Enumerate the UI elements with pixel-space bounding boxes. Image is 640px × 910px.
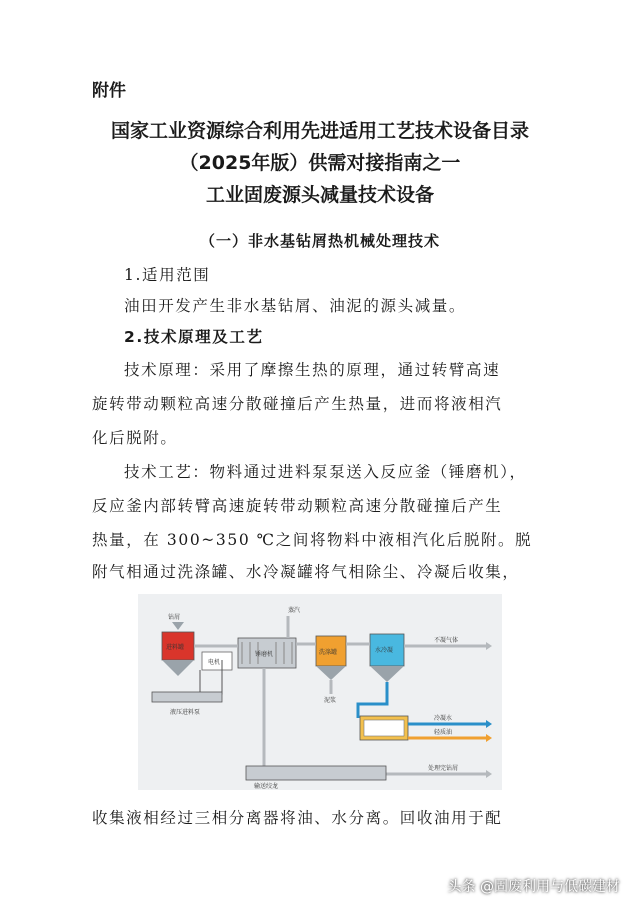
principle-line-1: 技术原理：采用了摩擦生热的原理，通过转臂高速	[124, 361, 501, 379]
principle-line-2: 旋转带动颗粒高速分散碰撞后产生热量，进而将液相汽	[92, 395, 503, 413]
principle-heading: 2.技术原理及工艺	[124, 328, 264, 346]
label-screw-conveyor: 输送绞龙	[254, 783, 279, 790]
process-line-2: 反应釜内部转臂高速旋转带动颗粒高速分散碰撞后产生	[92, 497, 503, 515]
process-line-4: 附气相通过洗涤罐、水冷凝罐将气相除尘、冷凝后收集，	[92, 563, 520, 581]
label-feed-tank: 进料罐	[166, 644, 185, 651]
screw-conveyor-shape	[246, 766, 386, 780]
label-treated-cuttings: 处理完钻屑	[428, 765, 459, 772]
document-title-line-3: 工业固废源头减量技术设备	[205, 184, 434, 206]
attachment-label: 附件	[92, 81, 126, 101]
label-steam: 蒸汽	[288, 607, 301, 614]
process-line-1: 技术工艺：物料通过进料泵泵送入反应釜（锤磨机），	[124, 463, 527, 481]
label-hammer-mill: 锤磨机	[255, 651, 274, 658]
label-scrubber: 洗涤罐	[319, 649, 338, 656]
label-condensed-water: 冷凝水	[434, 715, 453, 722]
label-drill-cuttings: 钻屑	[168, 614, 181, 621]
principle-line-3: 化后脱附。	[92, 429, 178, 447]
hydraulic-feed-pump-shape	[152, 692, 222, 702]
watermark: 头条 @固废利用与低碳建材	[447, 879, 620, 895]
label-motor: 电机	[208, 659, 221, 666]
label-hydraulic-feed-pump: 液压进料泵	[170, 709, 201, 716]
label-non-condensable-gas: 不凝气体	[434, 637, 459, 644]
label-light-oil: 轻质油	[434, 729, 453, 736]
document-title-line-2: （2025年版）供需对接指南之一	[179, 152, 461, 174]
section-heading: （一）非水基钻屑热机械处理技术	[199, 232, 440, 250]
scope-text: 油田开发产生非水基钻屑、油泥的源头减量。	[124, 297, 467, 315]
label-water-condenser: 水冷凝	[375, 647, 394, 654]
after-figure-line: 收集液相经过三相分离器将油、水分离。回收油用于配	[92, 809, 503, 827]
scope-heading: 1.适用范围	[124, 266, 211, 284]
process-line-3: 热量，在 300~350 ℃之间将物料中液相汽化后脱附。脱	[92, 531, 533, 549]
document-title-line-1: 国家工业资源综合利用先进适用工艺技术设备目录	[110, 120, 529, 142]
process-flow-diagram	[138, 594, 502, 790]
label-mud: 泥浆	[324, 697, 337, 704]
process-flow-svg	[138, 594, 502, 790]
